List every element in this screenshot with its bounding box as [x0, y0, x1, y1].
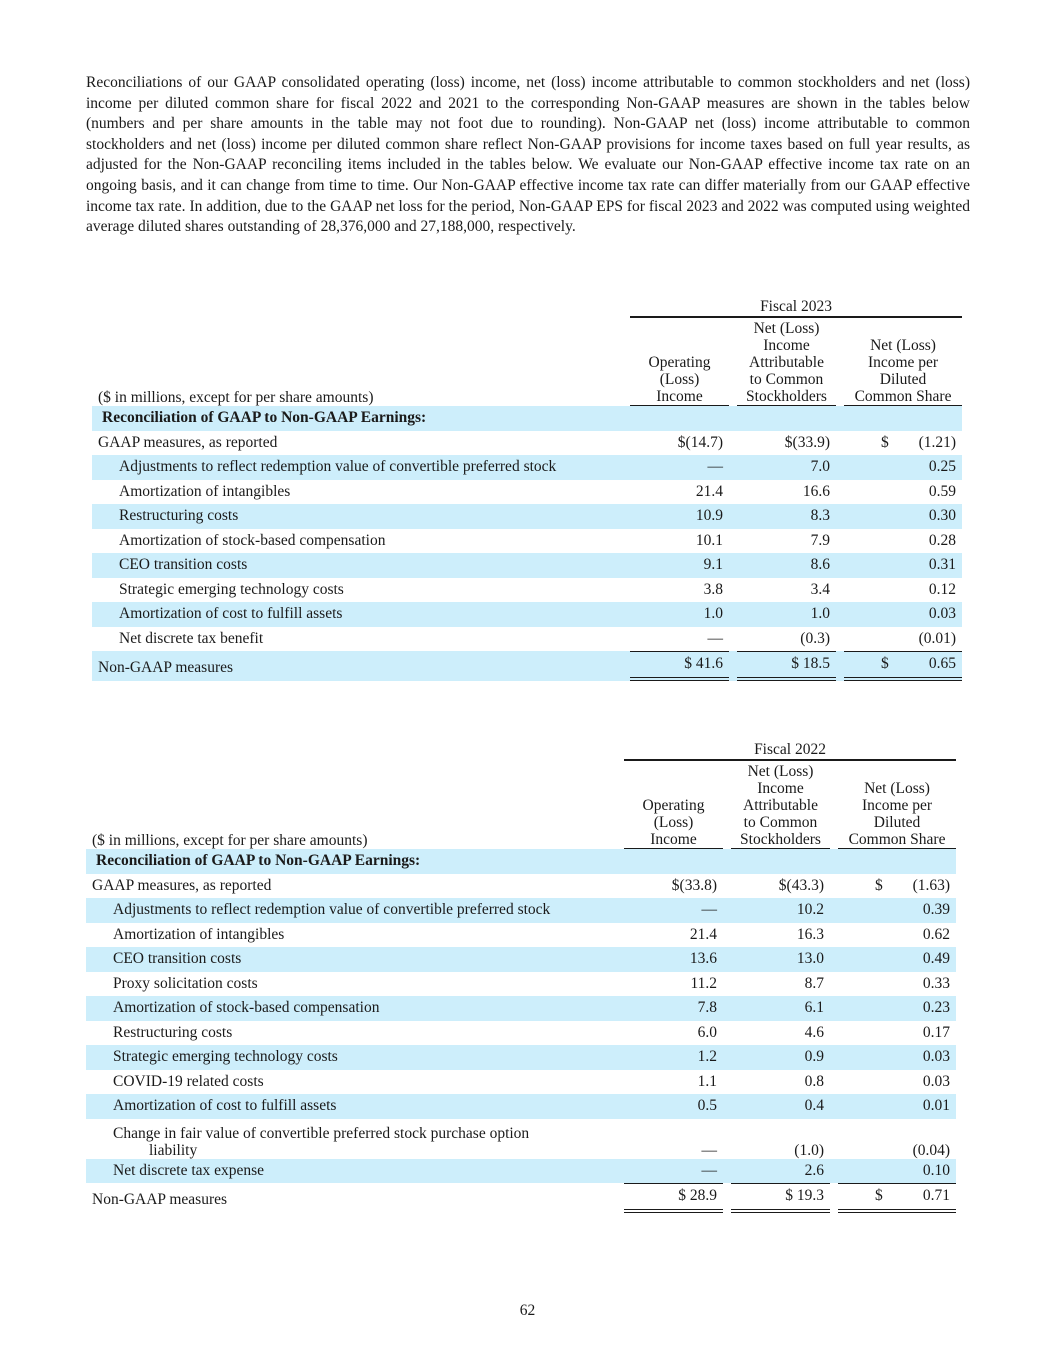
column-gap [723, 1094, 731, 1119]
adjustment-row [86, 972, 956, 997]
eps-value: 0.01 [922, 1097, 951, 1114]
column-gap [830, 972, 838, 997]
column-header-text: Net (Loss) Income Attributable to Common Stockholders [740, 763, 821, 848]
column-gap [723, 1070, 731, 1095]
column-gap [723, 1119, 731, 1159]
operating-income-value: 21.4 [695, 482, 723, 500]
column-gap [836, 431, 844, 456]
net-income-value: 4.6 [804, 1023, 824, 1041]
units-label: ($ in millions, except for per share amounts) [98, 389, 374, 406]
eps-cell [844, 651, 962, 681]
row-label [92, 602, 630, 627]
column-header-net [737, 318, 836, 406]
column-gap [729, 480, 737, 505]
header-spacer [86, 737, 624, 761]
net-income-value: 8.7 [804, 974, 824, 992]
eps-dollar-sign: $ [881, 655, 889, 672]
operating-income-value: 7.8 [624, 996, 723, 1021]
eps-value: 0.31 [928, 556, 957, 573]
gaap-row [92, 431, 962, 456]
row-label-text: CEO transition costs [113, 950, 242, 967]
column-gap [723, 1021, 731, 1046]
row-label-text: Amortization of intangibles [113, 925, 285, 943]
eps-dollar-sign: $ [875, 1187, 883, 1204]
eps-cell [844, 504, 962, 529]
column-gap [830, 761, 838, 849]
reconciliation-table-fiscal-2023 [92, 294, 962, 681]
operating-income-value: $ 28.9 [624, 1183, 723, 1213]
column-gap [836, 651, 844, 681]
net-income-value: $(33.9) [784, 433, 830, 451]
row-label [86, 947, 624, 972]
row-label [86, 1119, 624, 1159]
operating-income-value: 21.4 [689, 925, 717, 943]
column-gap [830, 874, 838, 899]
row-label [92, 529, 630, 554]
eps-value: (1.21) [918, 433, 957, 451]
row-label [86, 996, 624, 1021]
column-gap [830, 1070, 838, 1095]
adjustment-row [86, 1021, 956, 1046]
eps-cell [838, 1094, 956, 1119]
adjustment-row [86, 1094, 956, 1119]
net-income-value: 1.0 [737, 602, 836, 627]
net-income-value: 2.6 [731, 1159, 830, 1184]
operating-income-value: 9.1 [630, 553, 729, 578]
column-gap [830, 947, 838, 972]
column-gap [723, 947, 731, 972]
eps-cell [844, 578, 962, 603]
net-income-value: 6.1 [731, 996, 830, 1021]
column-gap [723, 1045, 731, 1070]
column-gap [830, 923, 838, 948]
row-label-text: Strategic emerging technology costs [113, 1048, 338, 1065]
column-gap [729, 455, 737, 480]
column-header-net [731, 761, 830, 849]
eps-value: 0.12 [928, 580, 957, 598]
operating-income-value: 1.0 [630, 602, 729, 627]
row-label [86, 1045, 624, 1070]
operating-income-value: — [624, 898, 723, 923]
adjustment-row [92, 578, 962, 603]
eps-dollar-sign: $ [881, 433, 889, 451]
column-gap [723, 996, 731, 1021]
row-label [86, 972, 624, 997]
row-label [92, 480, 630, 505]
net-income-value: (0.3) [800, 629, 830, 647]
eps-value: 0.17 [922, 1023, 951, 1041]
eps-cell [838, 923, 956, 948]
row-label-text: Adjustments to reflect redemption value of convertible preferred stock [119, 458, 557, 475]
operating-income-value: — [630, 455, 729, 480]
operating-income-value: 10.9 [630, 504, 729, 529]
column-gap [729, 578, 737, 603]
row-label-text: Proxy solicitation costs [113, 974, 258, 992]
row-label [86, 1021, 624, 1046]
column-gap [836, 318, 844, 406]
row-label [92, 504, 630, 529]
eps-value: 0.03 [922, 1072, 951, 1090]
operating-income-value: 13.6 [624, 947, 723, 972]
eps-cell [838, 947, 956, 972]
net-income-value: 0.8 [804, 1072, 824, 1090]
eps-cell [844, 627, 962, 652]
eps-value: 0.28 [928, 531, 957, 549]
row-label-text: CEO transition costs [119, 556, 248, 573]
row-label [92, 455, 630, 480]
column-gap [830, 1045, 838, 1070]
eps-cell [838, 1119, 956, 1159]
column-header-text: Operating (Loss) Income [642, 797, 705, 848]
net-income-value: $ 19.3 [731, 1183, 830, 1213]
net-income-value: $(43.3) [778, 876, 824, 894]
net-income-value: 13.0 [731, 947, 830, 972]
column-gap [729, 651, 737, 681]
column-gap [729, 318, 737, 406]
net-income-value: 8.6 [737, 553, 836, 578]
eps-value: 0.62 [922, 925, 951, 943]
column-gap [729, 627, 737, 652]
column-gap [836, 504, 844, 529]
eps-value: 0.25 [928, 458, 957, 475]
row-label-text: Net discrete tax benefit [119, 629, 264, 647]
row-label-text: Change in fair value of convertible preferred stock purchase option [113, 1124, 530, 1142]
eps-dollar-sign: $ [875, 876, 883, 894]
column-gap [723, 898, 731, 923]
operating-income-value: — [701, 1141, 717, 1159]
units-label: ($ in millions, except for per share amounts) [92, 832, 368, 849]
operating-income-value: $(14.7) [677, 433, 723, 451]
eps-value: (0.04) [912, 1141, 951, 1159]
column-gap [723, 1183, 731, 1213]
column-gap [836, 480, 844, 505]
adjustment-row [92, 529, 962, 554]
eps-value: 0.10 [922, 1161, 951, 1179]
eps-value: 0.23 [922, 999, 951, 1016]
row-label-text: COVID-19 related costs [113, 1072, 264, 1090]
row-label-text: Non-GAAP measures [92, 1191, 228, 1208]
row-label-text: GAAP measures, as reported [98, 433, 278, 451]
eps-cell [838, 1183, 956, 1213]
row-label [92, 651, 630, 681]
row-label-text: Restructuring costs [113, 1023, 233, 1041]
eps-cell [838, 874, 956, 899]
eps-value: (1.63) [912, 876, 951, 894]
net-income-value: 16.3 [796, 925, 824, 943]
eps-cell [838, 1021, 956, 1046]
eps-value: (0.01) [918, 629, 957, 647]
net-income-value: 3.4 [810, 580, 830, 598]
eps-cell [838, 1159, 956, 1184]
adjustment-row [92, 627, 962, 652]
column-gap [836, 529, 844, 554]
row-label-text: Strategic emerging technology costs [119, 580, 344, 598]
intro-paragraph: Reconciliations of our GAAP consolidated operating (loss) income, net (loss) income attributable to common stockholders and net (loss) income per diluted common share for fiscal 2022 and 2021 to the corresponding Non-GAAP measures are shown in the tables below (numbers and per share amounts in the table may not foot due to rounding). Non-GAAP net (loss) income attributable to common stockholders and net (loss) income per diluted common share reflect Non-GAAP provisions for income taxes based on full year results, as adjusted for the Non-GAAP reconciling items included in the tables below. We evaluate our Non-GAAP effective income tax rate on an ongoing basis, and it can change from time to time. Our Non-GAAP effective income tax rate can differ materially from our GAAP effective income tax rate. In addition, due to the GAAP net loss for the period, Non-GAAP EPS for fiscal 2023 and 2022 was computed using weighted average diluted shares outstanding of 28,376,000 and 27,188,000, respectively. [86, 74, 970, 236]
eps-value: 0.30 [928, 507, 957, 524]
non-gaap-total-row [92, 651, 962, 681]
row-label [92, 431, 630, 456]
column-gap [723, 761, 731, 849]
adjustment-row [92, 455, 962, 480]
header-spacer [92, 294, 630, 318]
column-gap [723, 923, 731, 948]
row-label-text: Restructuring costs [119, 507, 239, 524]
row-label-text: Net discrete tax expense [113, 1161, 265, 1179]
adjustment-row [92, 480, 962, 505]
row-label [92, 627, 630, 652]
operating-income-value: $ 41.6 [630, 651, 729, 681]
operating-income-value: 11.2 [690, 974, 717, 992]
row-label [86, 923, 624, 948]
row-label-text: Non-GAAP measures [98, 659, 234, 676]
row-label-text: Amortization of stock-based compensation [119, 531, 386, 549]
eps-value: 0.33 [922, 974, 951, 992]
column-gap [830, 1094, 838, 1119]
eps-cell [844, 431, 962, 456]
row-label-text: Amortization of cost to fulfill assets [119, 605, 343, 622]
column-gap [729, 504, 737, 529]
adjustment-row [92, 553, 962, 578]
column-gap [723, 1159, 731, 1184]
eps-cell [844, 553, 962, 578]
column-header-op [624, 761, 723, 849]
column-header-eps [844, 318, 962, 406]
net-income-value: 16.6 [802, 482, 830, 500]
column-gap [723, 874, 731, 899]
operating-income-value: 1.2 [624, 1045, 723, 1070]
column-gap [836, 553, 844, 578]
adjustment-row [92, 504, 962, 529]
column-gap [830, 1021, 838, 1046]
eps-cell [844, 602, 962, 627]
row-label-text: Adjustments to reflect redemption value of convertible preferred stock [113, 901, 551, 918]
row-label-text: Amortization of stock-based compensation [113, 999, 380, 1016]
non-gaap-total-row [86, 1183, 956, 1213]
adjustment-row [86, 1045, 956, 1070]
net-income-value: $ 18.5 [737, 651, 836, 681]
column-header-text: Net (Loss) Income per Diluted Common Share [848, 780, 946, 848]
operating-income-value: 0.5 [624, 1094, 723, 1119]
row-label [86, 1159, 624, 1184]
column-gap [830, 1119, 838, 1159]
operating-income-value: 10.1 [695, 531, 723, 549]
adjustment-row [86, 1070, 956, 1095]
eps-cell [838, 1045, 956, 1070]
column-gap [830, 898, 838, 923]
eps-cell [844, 529, 962, 554]
operating-income-value: 3.8 [703, 580, 723, 598]
row-label [86, 898, 624, 923]
column-gap [830, 996, 838, 1021]
adjustment-row [86, 898, 956, 923]
eps-value: 0.65 [928, 655, 957, 672]
row-label-text: Amortization of cost to fulfill assets [113, 1097, 337, 1114]
column-header-text: Net (Loss) Income per Diluted Common Share [854, 337, 952, 405]
row-label [86, 874, 624, 899]
column-gap [723, 972, 731, 997]
eps-value: 0.03 [928, 605, 957, 622]
operating-income-value: $(33.8) [671, 876, 717, 894]
row-label-text: Amortization of intangibles [119, 482, 291, 500]
column-gap [836, 627, 844, 652]
row-label [86, 1070, 624, 1095]
net-income-value: 7.0 [737, 455, 836, 480]
adjustment-row [86, 923, 956, 948]
row-label [92, 578, 630, 603]
eps-cell [838, 898, 956, 923]
operating-income-value: 1.1 [697, 1072, 717, 1090]
column-gap [830, 1183, 838, 1213]
fiscal-year-header: Fiscal 2023 [630, 294, 962, 318]
eps-value: 0.49 [922, 950, 951, 967]
net-income-value: 0.4 [731, 1094, 830, 1119]
eps-cell [844, 455, 962, 480]
column-header-op [630, 318, 729, 406]
column-gap [836, 602, 844, 627]
gaap-row [86, 874, 956, 899]
operating-income-value: — [707, 629, 723, 647]
fiscal-year-header: Fiscal 2022 [624, 737, 956, 761]
adjustment-row [92, 602, 962, 627]
column-gap [836, 578, 844, 603]
row-label-continuation: liability [149, 1141, 198, 1159]
column-gap [830, 1159, 838, 1184]
eps-value: 0.03 [922, 1048, 951, 1065]
adjustment-row [86, 947, 956, 972]
column-gap [729, 431, 737, 456]
row-label [86, 1183, 624, 1213]
row-label [86, 1094, 624, 1119]
row-label-text: GAAP measures, as reported [92, 876, 272, 894]
page-number: 62 [519, 1302, 536, 1319]
section-heading: Reconciliation of GAAP to Non-GAAP Earnings: [92, 406, 962, 431]
net-income-value: 8.3 [737, 504, 836, 529]
column-gap [729, 602, 737, 627]
eps-value: 0.71 [922, 1187, 951, 1204]
adjustment-row [86, 1119, 956, 1159]
column-header-text: Operating (Loss) Income [648, 354, 711, 405]
adjustment-row [86, 996, 956, 1021]
eps-cell [844, 480, 962, 505]
eps-cell [838, 972, 956, 997]
column-gap [729, 529, 737, 554]
column-gap [729, 553, 737, 578]
operating-income-value: — [624, 1159, 723, 1184]
section-heading: Reconciliation of GAAP to Non-GAAP Earnings: [86, 849, 956, 874]
column-header-text: Net (Loss) Income Attributable to Common Stockholders [746, 320, 827, 405]
row-label [92, 553, 630, 578]
adjustment-row [86, 1159, 956, 1184]
column-gap [836, 455, 844, 480]
column-header-eps [838, 761, 956, 849]
net-income-value: 10.2 [731, 898, 830, 923]
operating-income-value: 6.0 [697, 1023, 717, 1041]
eps-cell [838, 996, 956, 1021]
net-income-value: 7.9 [810, 531, 830, 549]
eps-value: 0.59 [928, 482, 957, 500]
net-income-value: (1.0) [794, 1141, 824, 1159]
eps-cell [838, 1070, 956, 1095]
reconciliation-table-fiscal-2022 [86, 737, 956, 1213]
eps-value: 0.39 [922, 901, 951, 918]
net-income-value: 0.9 [731, 1045, 830, 1070]
